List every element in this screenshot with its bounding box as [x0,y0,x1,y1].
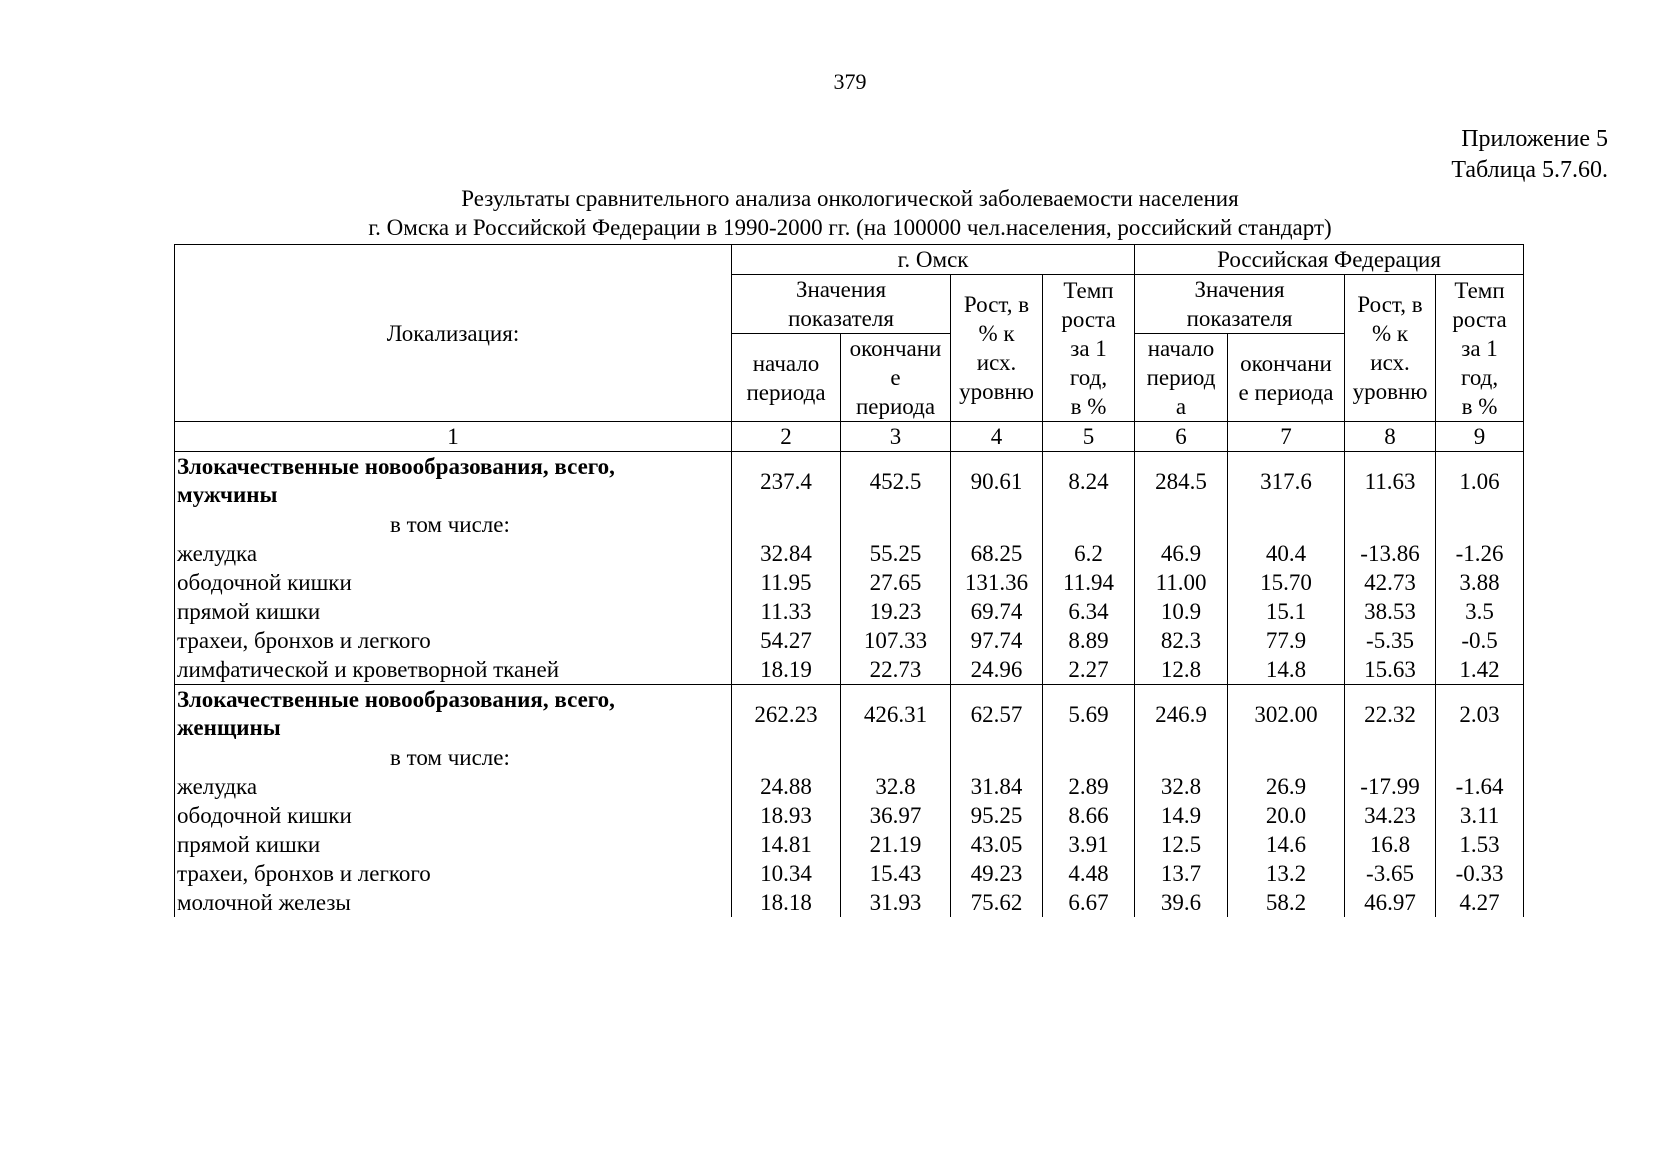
cell-value: -1.64 [1436,772,1524,801]
cell-value: 27.65 [841,568,951,597]
cell-value [1043,510,1135,539]
row-label: ободочной кишки [175,801,732,830]
cell-value: 18.19 [732,655,841,685]
table-row [175,801,1524,830]
cell-value: 3.11 [1436,801,1524,830]
cell-value: 54.27 [732,626,841,655]
cell-value: 95.25 [951,801,1043,830]
col-number: 9 [1436,422,1524,452]
row-label: молочной железы [175,888,732,917]
cell-value: 11.63 [1345,452,1436,511]
cell-value: 15.43 [841,859,951,888]
cell-value: -0.33 [1436,859,1524,888]
table-row [175,539,1524,568]
cell-value: 3.91 [1043,830,1135,859]
cell-value: 90.61 [951,452,1043,511]
cell-value: 97.74 [951,626,1043,655]
cell-value: 42.73 [1345,568,1436,597]
cell-value: -17.99 [1345,772,1436,801]
table-title-line-1: Результаты сравнительного анализа онкологической заболеваемости населения [461,186,1239,211]
col-number: 8 [1345,422,1436,452]
col-number: 3 [841,422,951,452]
cell-value: 69.74 [951,597,1043,626]
cell-value: 32.8 [841,772,951,801]
header-rf-values: Значения показателя [1135,275,1345,334]
table-title-line-2: г. Омска и Российской Федерации в 1990-2000 гг. (на 100000 чел.населения, российский стандарт) [368,215,1332,240]
cell-value: 11.00 [1135,568,1228,597]
cell-value: 58.2 [1228,888,1345,917]
cell-value: 14.8 [1228,655,1345,685]
cell-value: 32.84 [732,539,841,568]
table-header [175,245,1524,422]
cell-value: 11.33 [732,597,841,626]
cell-value: 34.23 [1345,801,1436,830]
cell-value: 22.32 [1345,685,1436,744]
cell-value: 15.63 [1345,655,1436,685]
cell-value: 24.88 [732,772,841,801]
cell-value: -3.65 [1345,859,1436,888]
col-number: 6 [1135,422,1228,452]
cell-value [1228,743,1345,772]
cell-value: 11.95 [732,568,841,597]
cell-value: 15.70 [1228,568,1345,597]
cell-value: -0.5 [1436,626,1524,655]
cell-value [951,743,1043,772]
row-label: прямой кишки [175,597,732,626]
cell-value [841,510,951,539]
table-row [175,830,1524,859]
header-rf-rate: Темп роста за 1 год, в % [1436,275,1524,422]
col-number: 4 [951,422,1043,452]
cell-value: 12.5 [1135,830,1228,859]
row-label: лимфатической и кроветворной тканей [175,655,732,685]
header-omsk-growth: Рост, в % к исх. уровню [951,275,1043,422]
cell-value: -5.35 [1345,626,1436,655]
cell-value: 2.03 [1436,685,1524,744]
cell-value [1345,743,1436,772]
cell-value: 5.69 [1043,685,1135,744]
cell-value: 24.96 [951,655,1043,685]
cell-value [951,510,1043,539]
cell-value: 237.4 [732,452,841,511]
cell-value: 22.73 [841,655,951,685]
page-number: 379 [833,69,867,94]
cell-value: 1.53 [1436,830,1524,859]
cell-value [1135,743,1228,772]
cell-value: 38.53 [1345,597,1436,626]
cell-value: 2.89 [1043,772,1135,801]
cell-value: 77.9 [1228,626,1345,655]
cell-value [1135,510,1228,539]
header-rf-growth: Рост, в % к исх. уровню [1345,275,1436,422]
cell-value: 75.62 [951,888,1043,917]
cell-value: 16.8 [1345,830,1436,859]
header-rf: Российская Федерация [1135,245,1524,275]
cell-value: 10.9 [1135,597,1228,626]
cell-value: 3.88 [1436,568,1524,597]
cell-value: 13.7 [1135,859,1228,888]
header-localization: Локализация: [175,245,732,422]
cell-value: 246.9 [1135,685,1228,744]
cell-value: 21.19 [841,830,951,859]
cell-value: 46.9 [1135,539,1228,568]
row-label: прямой кишки [175,830,732,859]
subgroup-caption: в том числе: [175,510,732,539]
header-omsk-values: Значения показателя [732,275,951,334]
col-number: 1 [175,422,732,452]
table-row [175,510,1524,539]
cell-value: 8.66 [1043,801,1135,830]
cell-value [1228,510,1345,539]
cell-value: 284.5 [1135,452,1228,511]
cell-value: 131.36 [951,568,1043,597]
col-number: 7 [1228,422,1345,452]
cell-value: 32.8 [1135,772,1228,801]
cell-value: 40.4 [1228,539,1345,568]
cell-value: 55.25 [841,539,951,568]
col-number: 2 [732,422,841,452]
cell-value: 8.89 [1043,626,1135,655]
cell-value: 14.9 [1135,801,1228,830]
appendix-label: Приложение 5 [1461,126,1608,152]
cell-value: 452.5 [841,452,951,511]
table-row [175,685,1524,744]
table-reference: Таблица 5.7.60. [1451,157,1608,183]
table-row [175,772,1524,801]
cell-value [732,510,841,539]
cell-value: 1.06 [1436,452,1524,511]
table-row [175,452,1524,511]
table-row [175,626,1524,655]
col-number: 5 [1043,422,1135,452]
cell-value: 6.67 [1043,888,1135,917]
cell-value: 3.5 [1436,597,1524,626]
cell-value: 14.6 [1228,830,1345,859]
cell-value: 10.34 [732,859,841,888]
cell-value: 31.84 [951,772,1043,801]
cell-value: 1.42 [1436,655,1524,685]
table-row [175,888,1524,917]
header-omsk: г. Омск [732,245,1135,275]
cell-value: 15.1 [1228,597,1345,626]
header-omsk-rate: Темп роста за 1 год, в % [1043,275,1135,422]
cell-value: -1.26 [1436,539,1524,568]
row-label: трахеи, бронхов и легкого [175,859,732,888]
cell-value [1043,743,1135,772]
cell-value: 6.2 [1043,539,1135,568]
cell-value: 26.9 [1228,772,1345,801]
row-label: ободочной кишки [175,568,732,597]
cell-value: 82.3 [1135,626,1228,655]
cell-value: 262.23 [732,685,841,744]
cell-value: 12.8 [1135,655,1228,685]
cell-value [1436,510,1524,539]
cell-value: 31.93 [841,888,951,917]
cell-value: 13.2 [1228,859,1345,888]
cell-value: 39.6 [1135,888,1228,917]
cell-value [1345,510,1436,539]
cell-value [841,743,951,772]
cell-value: 68.25 [951,539,1043,568]
row-label: желудка [175,539,732,568]
column-numbers-row [175,422,1524,452]
cell-value: 20.0 [1228,801,1345,830]
cell-value: 49.23 [951,859,1043,888]
cell-value: -13.86 [1345,539,1436,568]
cell-value: 4.27 [1436,888,1524,917]
cell-value: 8.24 [1043,452,1135,511]
header-omsk-start: начало периода [732,334,841,422]
table-row [175,568,1524,597]
header-omsk-end: окончани е периода [841,334,951,422]
row-label: желудка [175,772,732,801]
header-rf-start: начало период а [1135,334,1228,422]
incidence-table [174,244,1524,917]
cell-value [732,743,841,772]
cell-value: 19.23 [841,597,951,626]
cell-value: 302.00 [1228,685,1345,744]
subgroup-caption: в том числе: [175,743,732,772]
cell-value: 62.57 [951,685,1043,744]
group-total-label: Злокачественные новообразования, всего, женщины [175,685,732,744]
header-rf-end: окончани е периода [1228,334,1345,422]
cell-value: 36.97 [841,801,951,830]
cell-value: 317.6 [1228,452,1345,511]
cell-value: 107.33 [841,626,951,655]
group-total-label: Злокачественные новообразования, всего, мужчины [175,452,732,511]
table-row [175,597,1524,626]
cell-value: 46.97 [1345,888,1436,917]
cell-value: 11.94 [1043,568,1135,597]
cell-value: 14.81 [732,830,841,859]
cell-value: 426.31 [841,685,951,744]
table-row [175,743,1524,772]
table-body [175,452,1524,918]
cell-value: 43.05 [951,830,1043,859]
cell-value: 18.93 [732,801,841,830]
cell-value [1436,743,1524,772]
cell-value: 6.34 [1043,597,1135,626]
cell-value: 18.18 [732,888,841,917]
table-row [175,859,1524,888]
cell-value: 4.48 [1043,859,1135,888]
row-label: трахеи, бронхов и легкого [175,626,732,655]
table-row [175,655,1524,685]
cell-value: 2.27 [1043,655,1135,685]
